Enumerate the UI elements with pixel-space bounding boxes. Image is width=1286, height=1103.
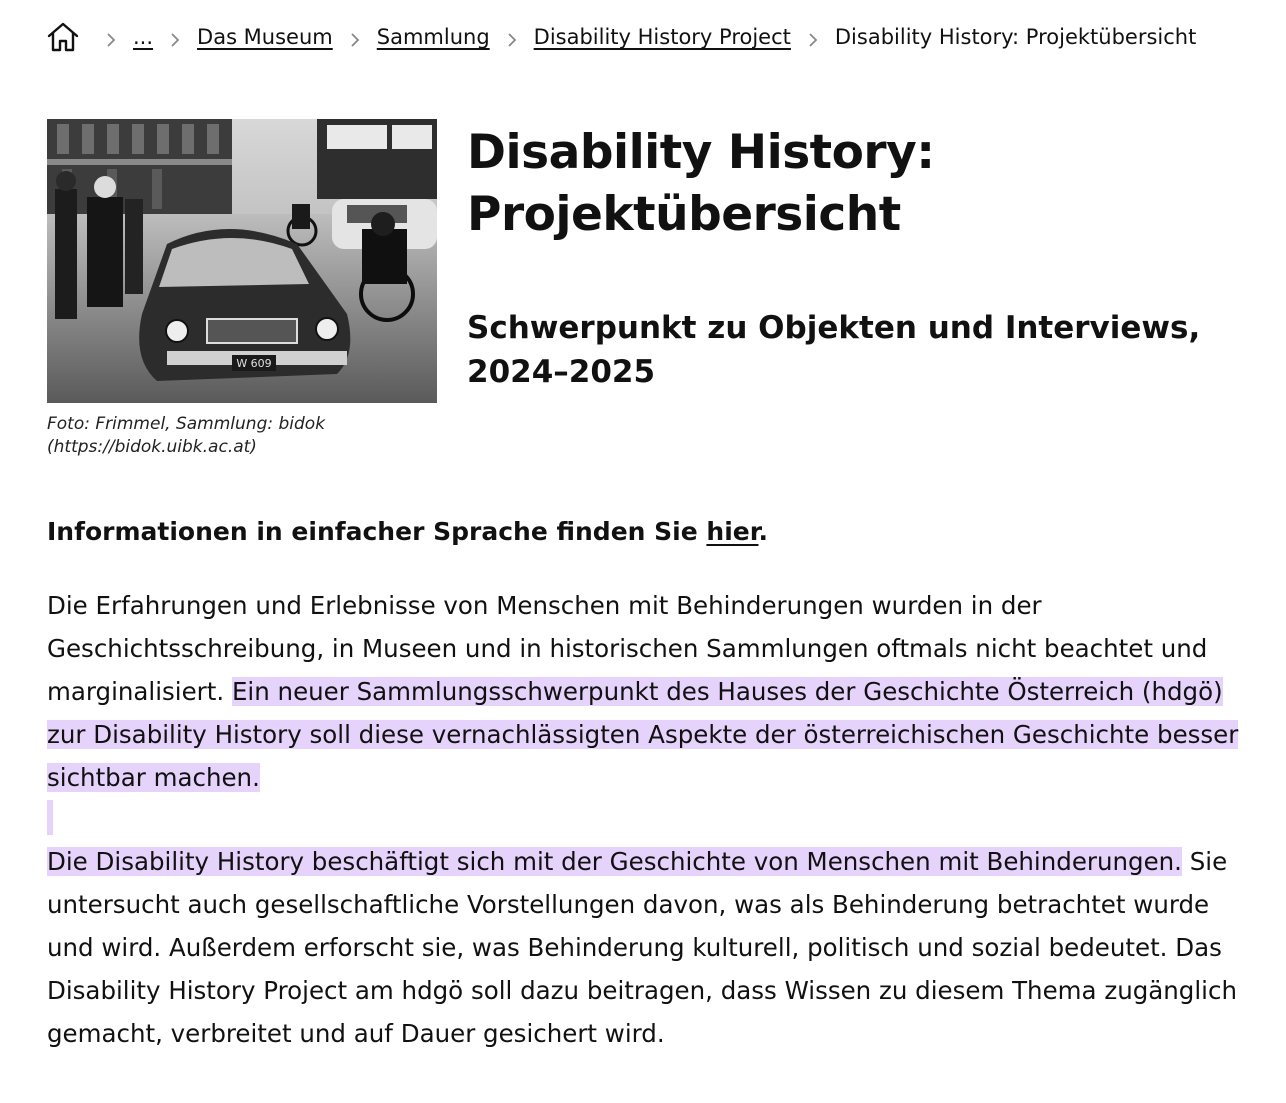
easy-language-period: . [758, 517, 768, 546]
hero-photo [47, 119, 437, 403]
paragraph-2-highlight: Die Disability History beschäftigt sich mit der Geschichte von Menschen mit Behinderungen. [47, 847, 1182, 876]
paragraph-1-highlight: Ein neuer Sammlungsschwerpunkt des Hauses der Geschichte Österreich (hdgö) zur Disability History soll diese vernachlässigten Aspekte der österreichischen Geschichte besser sichtbar machen. [47, 677, 1239, 792]
easy-language-note [47, 514, 1247, 550]
easy-language-text: Informationen in einfacher Sprache finden Sie [47, 517, 707, 546]
breadcrumb-das-museum[interactable]: Das Museum [197, 25, 333, 49]
paragraph-2 [47, 840, 1257, 1055]
image-caption [47, 413, 347, 459]
chevron-right-icon [347, 29, 363, 45]
page-title-line-1: Disability History: [467, 125, 935, 180]
caption-line-1: Foto: Frimmel, Sammlung: bidok [47, 414, 326, 434]
chevron-right-icon [805, 29, 821, 45]
breadcrumb-sammlung[interactable]: Sammlung [376, 25, 490, 49]
license-plate: W 609 [236, 357, 272, 370]
easy-language-link[interactable]: hier [706, 517, 759, 546]
paragraph-1 [47, 584, 1257, 799]
paragraph-2-text: Sie untersucht auch gesellschaftliche Vorstellungen davon, was als Behinderung betrachtet wurde und wird. Außerdem erforscht sie, was Behinderung kulturell, politisch und sozial bedeutet. Das Disability History Project am hdgö soll dazu beitragen, dass Wissen zu diesem Thema zugänglich gemacht, verbreitet und auf Dauer gesichert wird. [47, 847, 1237, 1048]
page-title [467, 122, 1267, 246]
page-subtitle: Schwerpunkt zu Objekten und Interviews, 2024–2025 [467, 310, 1201, 390]
chevron-right-icon [103, 29, 119, 45]
breadcrumb-current: Disability History: Projektübersicht [834, 25, 1197, 49]
breadcrumb-disability-history-project[interactable]: Disability History Project [533, 25, 791, 49]
highlight-spacer [47, 800, 53, 835]
paragraph-1-text: Die Erfahrungen und Erlebnisse von Menschen mit Behinderungen wurden in der Geschichtsschreibung, in Museen und in historischen Sammlungen oftmals nicht beachtet und marginalisiert. [47, 591, 1208, 706]
caption-line-2: (https://bidok.uibk.ac.at) [47, 437, 257, 457]
chevron-right-icon [167, 29, 183, 45]
page-title-line-2: Projektübersicht [467, 187, 901, 242]
home-icon[interactable] [47, 21, 79, 53]
chevron-right-icon [504, 29, 520, 45]
breadcrumb-ellipsis[interactable]: ... [133, 25, 154, 49]
breadcrumb [47, 20, 1266, 54]
